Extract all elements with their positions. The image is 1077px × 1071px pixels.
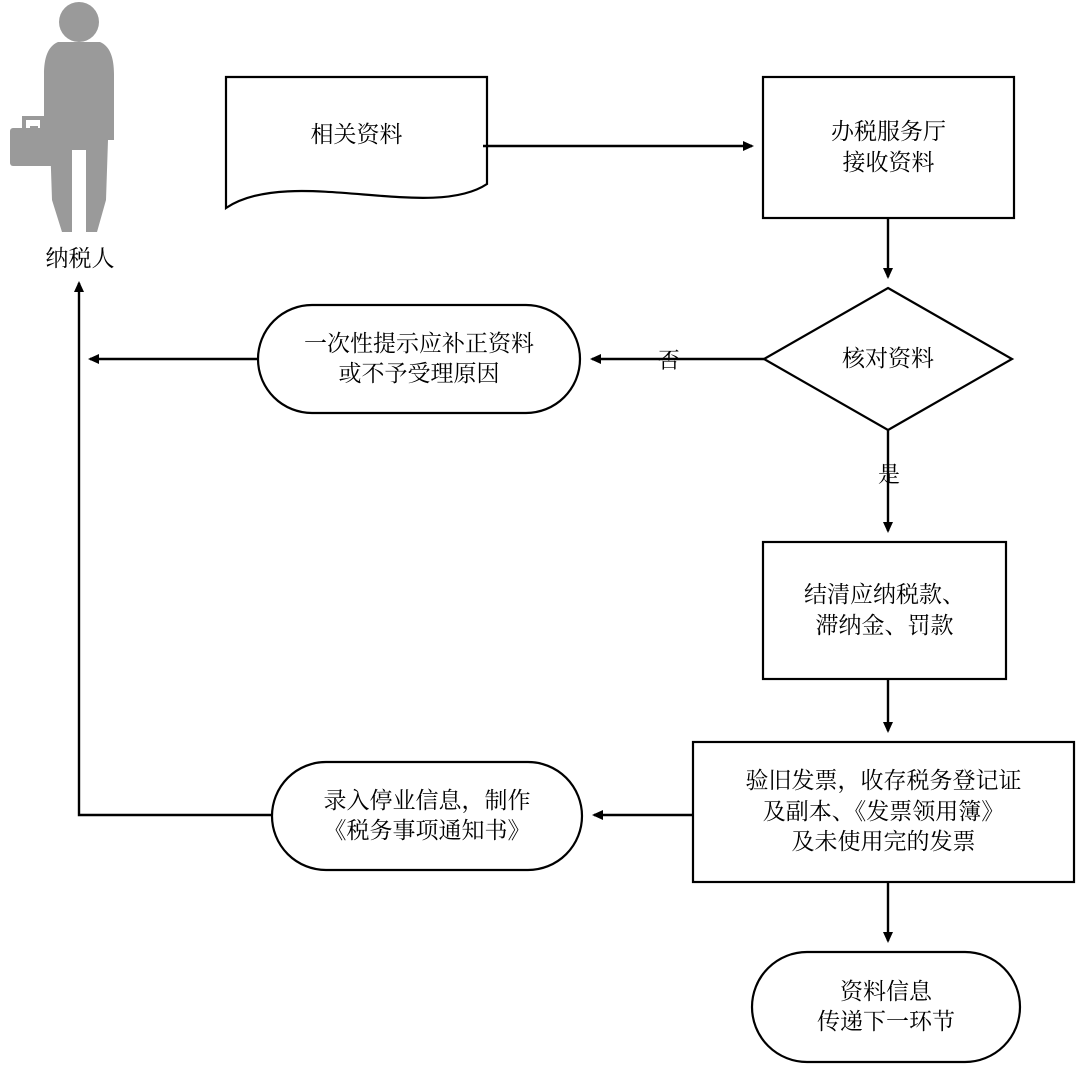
taxpayer-label: 纳税人 bbox=[45, 246, 115, 271]
check-materials-shape bbox=[764, 288, 1012, 430]
edge-label-yes: 是 bbox=[877, 462, 900, 487]
pass-to-next-label: 资料信息 传递下一环节 bbox=[817, 978, 955, 1034]
taxpayer-figure bbox=[10, 2, 114, 232]
edge-label-no: 否 bbox=[657, 348, 680, 373]
verify-invoices-shape bbox=[693, 742, 1074, 882]
verify-invoices-label: 验旧发票，收存税务登记证 及副本、《发票领用簿》 及未使用完的发票 bbox=[745, 768, 1022, 855]
settle-tax-shape bbox=[763, 542, 1006, 679]
doc-materials-label: 相关资料 bbox=[310, 121, 403, 147]
enter-suspension-shape bbox=[272, 762, 582, 870]
enter-suspension-label: 录入停业信息，制作 《税务事项通知书》 bbox=[323, 787, 531, 843]
edge-suspension-to-actor bbox=[79, 359, 272, 815]
receive-materials-shape bbox=[763, 77, 1014, 218]
doc-materials-shape bbox=[226, 77, 487, 208]
settle-tax-label: 结清应纳税款、 滞纳金、罚款 bbox=[804, 582, 965, 638]
pass-to-next-shape bbox=[752, 952, 1020, 1062]
check-materials-label: 核对资料 bbox=[842, 345, 934, 371]
receive-materials-label: 办税服务厅 接收资料 bbox=[831, 119, 946, 175]
one-time-notice-shape bbox=[258, 305, 580, 413]
one-time-notice-label: 一次性提示应补正资料 或不予受理原因 bbox=[304, 330, 534, 386]
